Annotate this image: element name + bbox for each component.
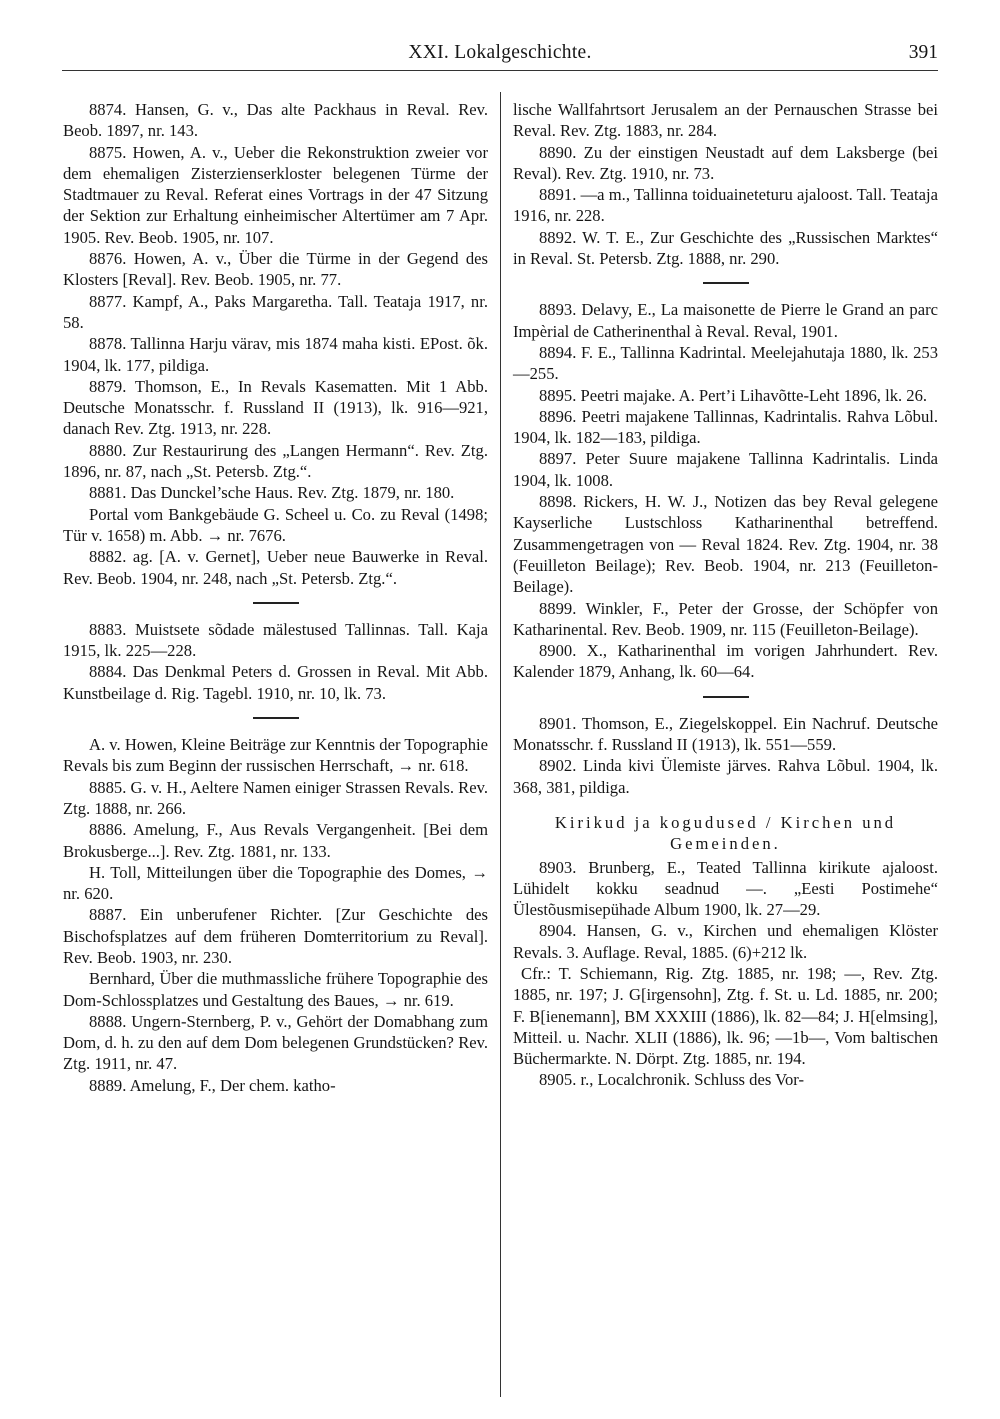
entry-8895: 8895. Peetri majake. A. Pert’i Lihavõtte-Leht 1896, lk. 26. — [539, 385, 928, 405]
entry-8891: 8891. —a m., Tallinna toiduaineteturu ajaloost. Tall. Teataja 1916, nr. 228. — [513, 185, 938, 226]
entry-8900: 8900. X., Katharinenthal im vorigen Jahrhundert. Rev. Kalender 1879, Anhang, lk. 60—64. — [513, 641, 938, 682]
entry-bernhard-reference: Bernhard, Über die muthmassliche frühere Topographie des Dom-Schlossplatzes und Gestaltung des Baues, → nr. 619. — [63, 969, 488, 1010]
entry-8877: 8877. Kampf, A., Paks Margaretha. Tall. Teataja 1917, nr. 58. — [63, 291, 488, 332]
entry-8898: 8898. Rickers, H. W. J., Notizen das bey Reval gelegene Kayserliche Lustschloss Katharinenthal betreffend. Zusammengetragen von — Reval 1824. Rev. Ztg. 1904, nr. 38 (Feuilleton Beilage); Rev. Beob. 1904, nr. 213 (Feuilleton-Beilage). — [513, 492, 938, 597]
entry-8886: 8886. Amelung, F., Aus Revals Vergangenheit. [Bei dem Brokusberge...]. Rev. Ztg. 1881, nr. 133. — [63, 820, 488, 861]
running-header — [62, 42, 938, 72]
header-rule — [62, 70, 938, 71]
entry-8904: 8904. Hansen, G. v., Kirchen und ehemaligen Klöster Revals. 3. Auflage. Reval, 1885. (6)+212 lk. — [513, 921, 938, 962]
entry-8892: 8892. W. T. E., Zur Geschichte des „Russischen Marktes“ in Reval. St. Petersb. Ztg. 1888, nr. 290. — [513, 227, 938, 269]
entry-8885: 8885. G. v. H., Aeltere Namen einiger Strassen Revals. Rev. Ztg. 1888, nr. 266. — [63, 777, 488, 818]
page-number: 391 — [908, 42, 938, 63]
entry-8905: 8905. r., Localchronik. Schluss des Vor- — [539, 1070, 804, 1090]
entry-8888: 8888. Ungern-Sternberg, P. v., Gehört der Domabhang zum Dom, d. h. zu den auf dem Dom belegenen Grundstücken? Rev. Ztg. 1911, nr. 47. — [63, 1011, 488, 1074]
right-column — [513, 99, 938, 1091]
entry-8874: 8874. Hansen, G. v., Das alte Packhaus in Reval. Rev. Beob. 1897, nr. 143. — [63, 100, 488, 141]
entry-8901: 8901. Thomson, E., Ziegelskoppel. Ein Nachruf. Deutsche Monatsschr. f. Russland II (1913), lk. 551—559. — [513, 713, 938, 755]
left-column — [63, 99, 488, 1096]
section-heading: Kirikud ja kogudused / Kirchen und Gemeinden. — [554, 812, 897, 854]
entry-portal-reference: Portal vom Bankgebäude G. Scheel u. Co. zu Reval (1498; Tür v. 1658) m. Abb. → nr. 7676. — [63, 504, 488, 545]
entry-8882: 8882. ag. [A. v. Gernet], Ueber neue Bauwerke in Reval. Rev. Beob. 1904, nr. 248, nach „St. Petersb. Ztg.“. — [63, 547, 488, 588]
entry-8881: 8881. Das Dunckel’sche Haus. Rev. Ztg. 1879, nr. 180. — [89, 483, 455, 503]
entry-8879: 8879. Thomson, E., In Revals Kasematten. Mit 1 Abb. Deutsche Monatsschr. f. Russland II (1913), lk. 916—921, danach Rev. Ztg. 1913, nr. 228. — [63, 376, 488, 439]
entry-8889: 8889. Amelung, F., Der chem. katho- — [89, 1075, 336, 1095]
entry-8889-continued: lische Wallfahrtsort Jerusalem an der Pernauschen Strasse bei Reval. Rev. Ztg. 1883, nr. 284. — [513, 100, 938, 141]
column-divider — [500, 92, 501, 1397]
entry-8893: 8893. Delavy, E., La maisonette de Pierre le Grand an parc Impèrial de Catherinenthal à Reval. Reval, 1901. — [513, 300, 938, 341]
entry-howen-reference: A. v. Howen, Kleine Beiträge zur Kenntnis der Topographie Revals bis zum Beginn der russischen Herrschaft, → nr. 618. — [63, 735, 488, 776]
entry-8878: 8878. Tallinna Harju värav, mis 1874 maha kisti. EPost. õk. 1904, lk. 177, pildiga. — [63, 334, 488, 375]
entry-8875: 8875. Howen, A. v., Ueber die Rekonstruktion zweier vor dem ehemaligen Zisterzienserkloster belegenen Türme der Stadtmauer zu Reval. Referat eines Vortrags in der 47 Sitzung der Sektion zur Erhaltung einheimischer Altertümer am 7 Apr. 1905. Rev. Beob. 1905, nr. 107. — [63, 142, 488, 247]
entry-8903: 8903. Brunberg, E., Teated Tallinna kirikute ajaloost. Lühidelt kokku seadnud —. „Eesti Postimehe“ Ülestõusmisepühade Album 1900, lk. 27—29. — [513, 857, 938, 920]
entry-8883: 8883. Muistsete sõdade mälestused Tallinnas. Tall. Kaja 1915, lk. 225—228. — [63, 619, 488, 661]
entry-8896: 8896. Peetri majakene Tallinnas, Kadrintalis. Rahva Lõbul. 1904, lk. 182—183, pildiga. — [513, 406, 938, 448]
section-separator — [253, 717, 299, 719]
entry-8880: 8880. Zur Restaurirung des „Langen Hermann“. Rev. Ztg. 1896, nr. 87, nach „St. Petersb. Ztg.“. — [63, 440, 488, 482]
entry-8884: 8884. Das Denkmal Peters d. Grossen in Reval. Mit Abb. Kunstbeilage d. Rig. Tagebl. 1910, nr. 10, lk. 73. — [63, 662, 488, 703]
entry-8899: 8899. Winkler, F., Peter der Grosse, der Schöpfer von Katharinental. Rev. Beob. 1909, nr. 115 (Feuilleton-Beilage). — [513, 598, 938, 639]
section-separator — [703, 282, 749, 284]
running-title: XXI. Lokalgeschichte. — [408, 42, 592, 63]
section-separator — [253, 602, 299, 604]
entry-8894: 8894. F. E., Tallinna Kadrintal. Meelejahutaja 1880, lk. 253—255. — [513, 342, 938, 384]
entry-8890: 8890. Zu der einstigen Neustadt auf dem Laksberge (bei Reval). Rev. Ztg. 1910, nr. 73. — [513, 142, 938, 183]
entry-8897: 8897. Peter Suure majakene Tallinna Kadrintalis. Linda 1904, lk. 1008. — [513, 449, 938, 490]
entry-8876: 8876. Howen, A. v., Über die Türme in der Gegend des Klosters [Reval]. Rev. Beob. 1905, nr. 77. — [63, 249, 488, 290]
entry-8904-reviews: Cfr.: T. Schiemann, Rig. Ztg. 1885, nr. 198; —, Rev. Ztg. 1885, nr. 197; J. G[irgensohn], Ztg. f. St. u. Ld. 1885, nr. 200; F. B[ienemann], BM XXXIII (1886), lk. 82—84; J. H[elmsing], Mitteil. u. Nachr. XLII (1886), lk. 96; —1b—, Vom baltischen Büchermarkte. N. Dörpt. Ztg. 1885, nr. 194. — [513, 963, 938, 1069]
entry-8887: 8887. Ein unberufener Richter. [Zur Geschichte des Bischofsplatzes auf dem früheren Domterritorium zu Reval]. Rev. Beob. 1903, nr. 230. — [63, 905, 488, 967]
entry-toll-reference: H. Toll, Mitteilungen über die Topographie des Domes, → nr. 620. — [63, 862, 488, 904]
section-separator — [703, 696, 749, 698]
entry-8902: 8902. Linda kivi Ülemiste järves. Rahva Lõbul. 1904, lk. 368, 381, pildiga. — [513, 756, 938, 797]
